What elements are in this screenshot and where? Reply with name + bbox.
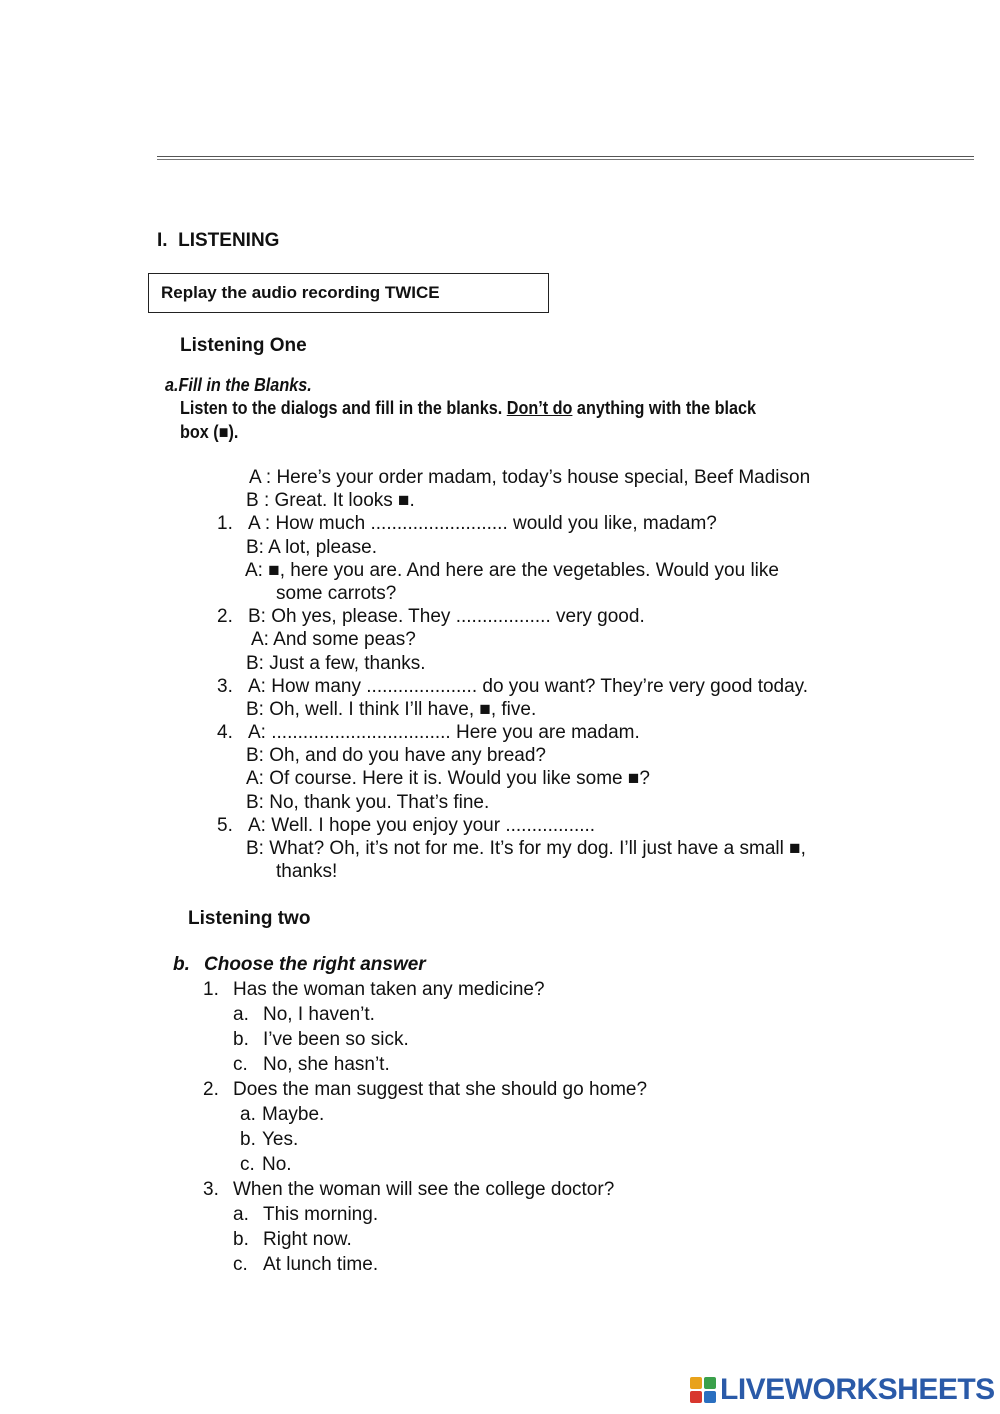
dialog-line: A : Here’s your order madam, today’s house special, Beef Madison <box>249 467 811 488</box>
item-number: 4. <box>217 722 233 743</box>
dialog-line: thanks! <box>276 861 338 882</box>
option-text: Maybe. <box>262 1104 325 1125</box>
item-number: 3. <box>217 676 233 697</box>
dialog-line: A: Of course. Here it is. Would you like some ■? <box>246 768 650 789</box>
option-letter: c. <box>233 1054 248 1075</box>
directions-line-2: box (■). <box>180 422 239 442</box>
option-letter: a. <box>240 1104 256 1125</box>
dialog-line: B: No, thank you. That’s fine. <box>246 792 490 813</box>
option-text: No, she hasn’t. <box>263 1054 390 1075</box>
dialog-line: A: ■, here you are. And here are the vegetables. Would you like <box>245 560 779 581</box>
option-letter: b. <box>240 1129 256 1150</box>
option-text: Right now. <box>263 1229 352 1250</box>
option-letter: b. <box>233 1229 249 1250</box>
item-number: 2. <box>217 606 233 627</box>
header-rule-thin <box>157 159 974 160</box>
dialog-line: A: How many ..................... do you want? They’re very good today. <box>248 676 809 697</box>
logo-grid-icon <box>690 1377 716 1403</box>
dialog-line: A: .................................. Here you are madam. <box>248 722 640 743</box>
option-letter: c. <box>240 1154 255 1175</box>
question-number: 3. <box>203 1179 219 1200</box>
option-text: No, I haven’t. <box>263 1004 375 1025</box>
item-number: 1. <box>217 513 233 534</box>
dialog-line: B: Oh yes, please. They .................. very good. <box>248 606 645 627</box>
dialog-line: B: What? Oh, it’s not for me. It’s for my dog. I’ll just have a small ■, <box>246 838 806 859</box>
option-letter: b. <box>233 1029 249 1050</box>
listening-one-title: Listening One <box>180 335 307 356</box>
option-letter: c. <box>233 1254 248 1275</box>
dialog-line: B: Oh, well. I think I’ll have, ■, five. <box>246 699 537 720</box>
part-a-label: a.Fill in the Blanks. <box>165 375 312 395</box>
question-number: 1. <box>203 979 219 1000</box>
dialog-line: A : How much .......................... would you like, madam? <box>248 513 717 534</box>
option-text: No. <box>262 1154 292 1175</box>
dialog-line: B: Just a few, thanks. <box>246 653 426 674</box>
option-letter: a. <box>233 1204 249 1225</box>
option-text: This morning. <box>263 1204 379 1225</box>
logo-text: LIVEWORKSHEETS <box>720 1373 995 1406</box>
option-text: Yes. <box>262 1129 299 1150</box>
dialog-line: A: And some peas? <box>251 629 416 650</box>
dialog-line: B : Great. It looks ■. <box>246 490 415 511</box>
dialog-line: some carrots? <box>276 583 397 604</box>
question-number: 2. <box>203 1079 219 1100</box>
dialog-line: B: Oh, and do you have any bread? <box>246 745 546 766</box>
instruction-box <box>148 273 549 313</box>
header-rule <box>157 156 974 157</box>
liveworksheets-logo <box>690 1373 995 1407</box>
question-text: When the woman will see the college doctor? <box>233 1179 615 1200</box>
option-text: I’ve been so sick. <box>263 1029 409 1050</box>
option-text: At lunch time. <box>263 1254 379 1275</box>
listening-two-title: Listening two <box>188 908 311 929</box>
part-b-letter: b. <box>173 954 190 975</box>
question-text: Has the woman taken any medicine? <box>233 979 545 1000</box>
item-number: 5. <box>217 815 233 836</box>
part-b-label: Choose the right answer <box>204 954 426 975</box>
instruction-text: Replay the audio recording TWICE <box>161 283 440 302</box>
dialog-line: B: A lot, please. <box>246 537 377 558</box>
option-letter: a. <box>233 1004 249 1025</box>
directions-line-1: Listen to the dialogs and fill in the blanks. Don’t do anything with the black <box>180 398 757 418</box>
dialog-line: A: Well. I hope you enjoy your ................. <box>248 815 596 836</box>
question-text: Does the man suggest that she should go home? <box>233 1079 648 1100</box>
section-heading: I. LISTENING <box>157 230 280 251</box>
